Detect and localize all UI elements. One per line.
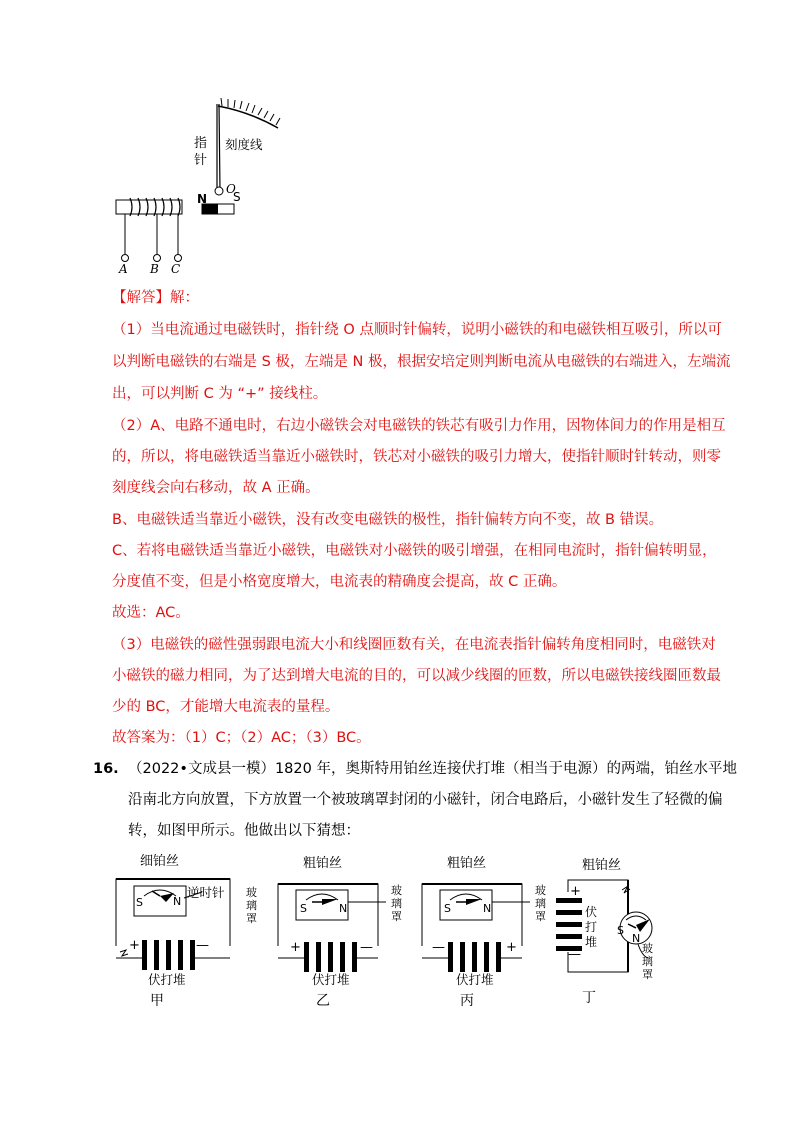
pointer-label-2: 针: [194, 153, 208, 168]
ding-cover-3: 罩: [642, 968, 653, 981]
solution-line: 刻度线会向右移动，故 A 正确。: [112, 480, 320, 496]
terminal-b-label: B: [150, 262, 159, 276]
yi-n-label: N: [339, 902, 348, 915]
bing-caption: 丙: [460, 993, 474, 1009]
n-pole-label: N: [197, 192, 208, 206]
ding-battery-3: 堆: [585, 935, 598, 949]
bing-minus: —: [432, 940, 445, 955]
solution-line: （2）A、电路不通电时，右边小磁铁会对电磁铁的铁芯有吸引力作用，因物体间力的作用是相互: [112, 418, 726, 434]
solution-line: 出，可以判断 C 为 “+” 接线柱。: [112, 386, 328, 402]
ding-caption: 丁: [582, 990, 596, 1006]
ding-battery-2: 打: [585, 920, 598, 934]
solution-line: 小磁铁的磁力相同，为了达到增大电流的目的，可以减少线圈的匝数，所以电磁铁接线圈匝数最: [112, 668, 721, 684]
jia-wire-label: 细铂丝: [140, 854, 180, 869]
solution-line: 的，所以，将电磁铁适当靠近小磁铁时，铁芯对小磁铁的吸引力增大，使指针顺时针转动，则零: [112, 449, 721, 465]
yi-cover-1: 玻: [391, 884, 402, 897]
yi-cover-3: 罩: [391, 910, 402, 923]
yi-caption: 乙: [316, 993, 330, 1009]
solution-line: 以判断电磁铁的右端是 S 极，左端是 N 极，根据安培定则判断电流从电磁铁的右端进入，左端流: [112, 354, 731, 370]
yi-s-label: S: [300, 902, 307, 915]
ding-battery-1: 伏: [585, 905, 598, 919]
ding-cover-1: 玻: [642, 942, 653, 955]
diagram-bing: [420, 884, 530, 972]
ding-n-label: N: [632, 932, 641, 945]
jia-s-label: S: [136, 896, 143, 909]
bing-cover-3: 罩: [535, 910, 546, 923]
bing-cover-2: 璃: [535, 897, 546, 910]
solution-line: 分度值不变，但是小格宽度增大，电流表的精确度会提高，故 C 正确。: [112, 574, 567, 590]
solution-line: （3）电磁铁的磁性强弱跟电流大小和线圈匝数有关，在电流表指针偏转角度相同时，电磁铁对: [112, 637, 716, 653]
pointer-label-1: 指: [194, 136, 208, 151]
ding-plus: +: [570, 884, 581, 899]
s-pole-label: S: [233, 190, 241, 204]
yi-minus: —: [360, 940, 373, 955]
bing-cover-1: 玻: [535, 884, 546, 897]
question-line: （2022•文成县一模）1820 年，奥斯特用铂丝连接伏打堆（相当于电源）的两端，铂丝水平地: [128, 761, 737, 777]
jia-note-label: 逆时针: [187, 885, 225, 900]
jia-cover-3: 罩: [246, 912, 257, 925]
diagram-yi: [276, 884, 386, 972]
bing-plus: +: [506, 940, 517, 955]
ding-cover-2: 璃: [642, 955, 653, 968]
jia-plus: +: [129, 938, 140, 953]
solution-line: 少的 BC，才能增大电流表的量程。: [112, 699, 340, 715]
yi-cover-2: 璃: [391, 897, 402, 910]
o-point-label: O: [226, 182, 236, 196]
ding-minus: —: [568, 947, 581, 962]
jia-n-label: N: [173, 895, 182, 908]
terminal-c-label: C: [171, 262, 181, 276]
solution-heading: 【解答】解：: [112, 290, 199, 306]
scale-label: 刻度线: [225, 137, 263, 152]
terminal-a-label: A: [119, 262, 128, 276]
bing-s-label: S: [444, 902, 451, 915]
jia-cover-2: 璃: [246, 899, 257, 912]
solution-line: 故选：AC。: [112, 605, 190, 621]
jia-minus: —: [196, 938, 209, 953]
bing-n-label: N: [483, 902, 492, 915]
solution-line: （1）当电流通过电磁铁时，指针绕 O 点顺时针偏转，说明小磁铁的和电磁铁相互吸引，所以可: [112, 322, 722, 338]
question-number: 16.: [93, 761, 119, 777]
meter-figure: [110, 98, 300, 280]
jia-caption: 甲: [150, 993, 164, 1009]
bing-wire-label: 粗铂丝: [447, 856, 487, 871]
solution-line: B、电磁铁适当靠近小磁铁，没有改变电磁铁的极性，指针偏转方向不变，故 B 错误。: [112, 512, 664, 528]
jia-battery-label: 伏打堆: [148, 972, 186, 987]
yi-battery-label: 伏打堆: [312, 972, 350, 987]
question-line: 沿南北方向放置，下方放置一个被玻璃罩封闭的小磁针，闭合电路后，小磁针发生了轻微的偏: [128, 792, 723, 808]
bing-battery-label: 伏打堆: [456, 972, 494, 987]
question-line: 转，如图甲所示。他做出以下猜想：: [128, 823, 360, 839]
solution-line: 故答案为：（1）C；（2）AC；（3）BC。: [112, 730, 371, 746]
ding-s-label: S: [617, 924, 624, 937]
solution-line: C、若将电磁铁适当靠近小磁铁，电磁铁对小磁铁的吸引增强，在相同电流时，指针偏转明显，: [112, 543, 717, 559]
ding-wire-label: 粗铂丝: [582, 858, 622, 873]
yi-plus: +: [290, 940, 301, 955]
jia-cover-1: 玻: [246, 886, 257, 899]
yi-wire-label: 粗铂丝: [303, 856, 343, 871]
